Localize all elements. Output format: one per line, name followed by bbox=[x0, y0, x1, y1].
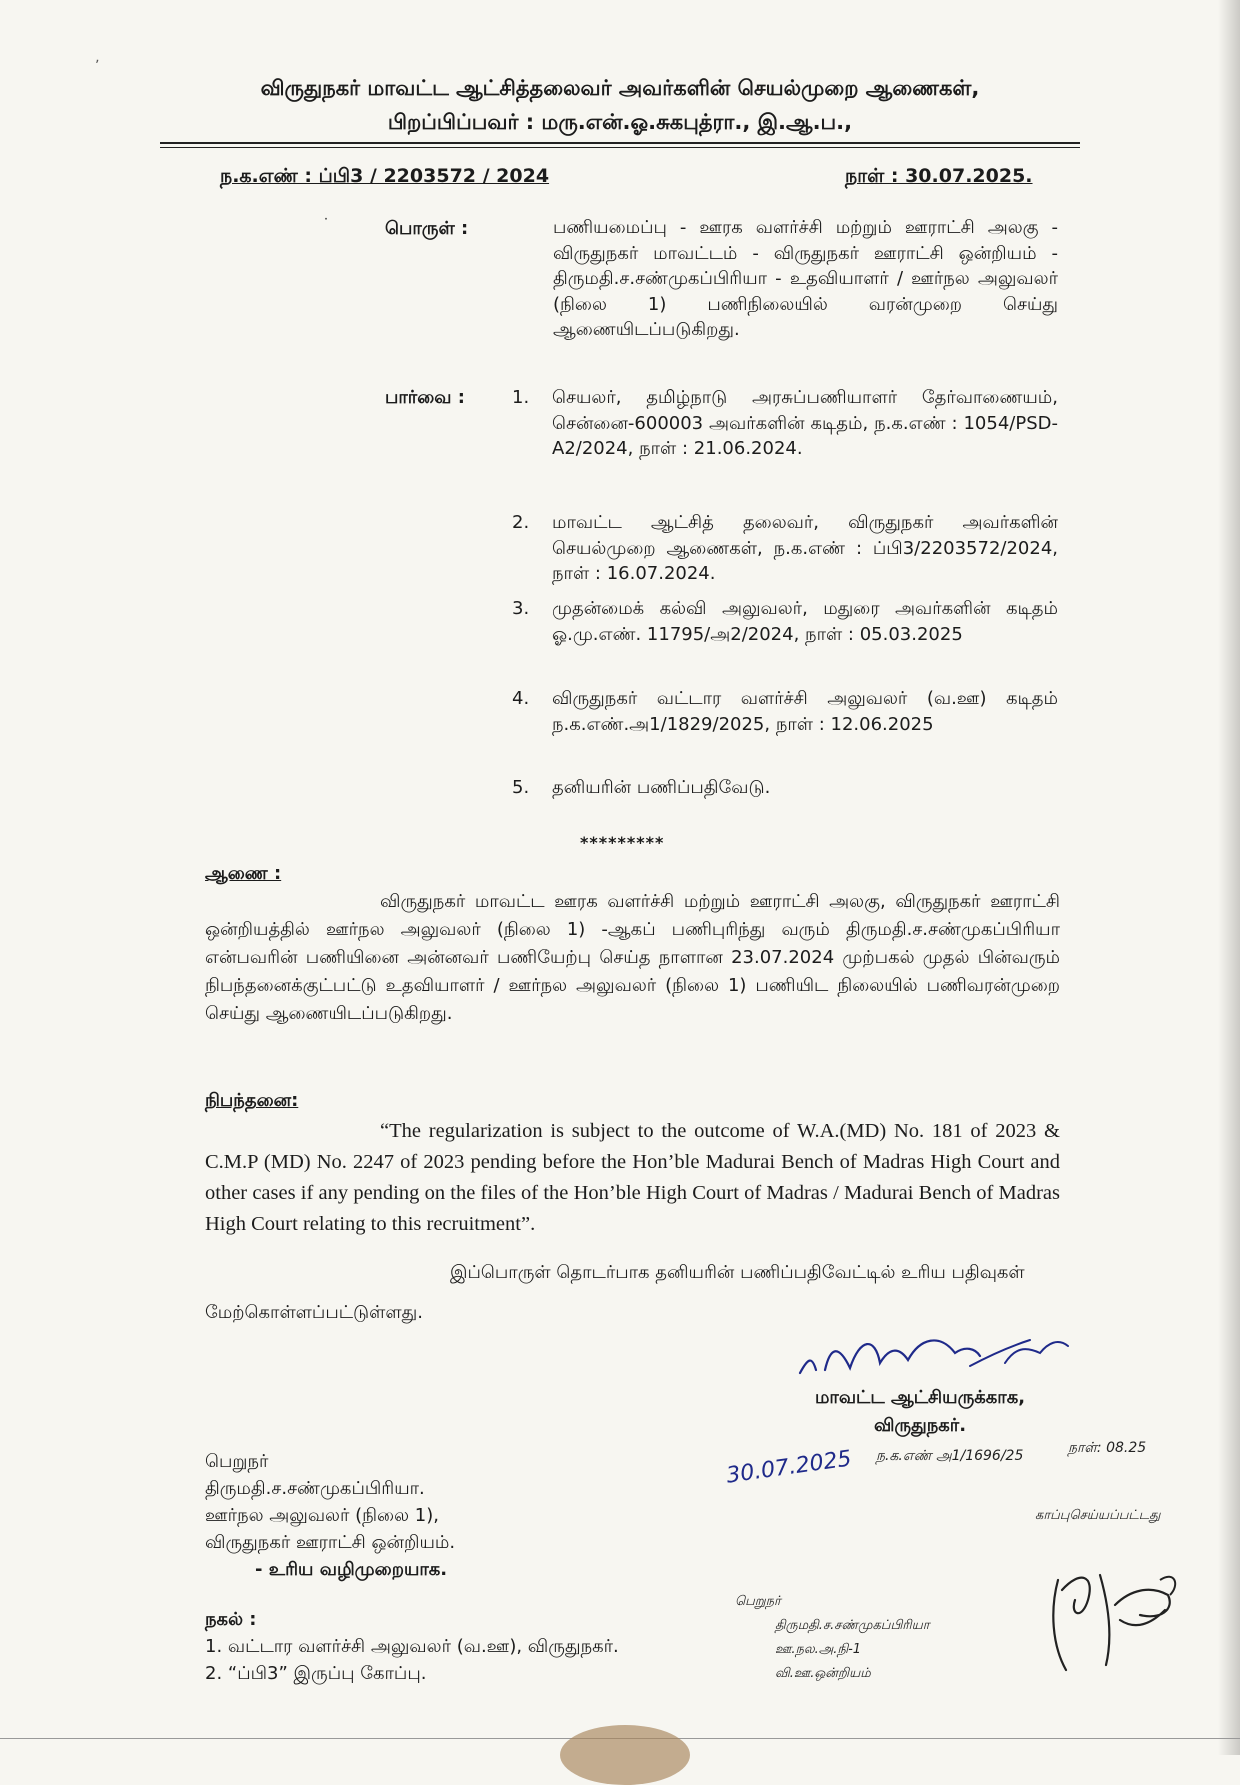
recipient-signature bbox=[1040, 1560, 1185, 1680]
recipient-block bbox=[205, 1448, 455, 1583]
signatory-block bbox=[790, 1384, 1050, 1440]
recipient-name: திருமதி.ச.சண்முகப்பிரியா. bbox=[205, 1478, 425, 1499]
reference-text-2: மாவட்ட ஆட்சித் தலைவர், விருதுநகர் அவர்களின் செயல்முறை ஆணைகள், ந.க.எண் : ப்பி3/2203572/2024, நாள் : 16.07.2024. bbox=[552, 512, 1058, 584]
order-text: விருதுநகர் மாவட்ட ஊரக வளர்ச்சி மற்றும் ஊராட்சி அலகு, விருதுநகர் ஊராட்சி ஒன்றியத்தில் ஊர்நல அலுவலர் (நிலை 1) -ஆகப் பணிபுரிந்து வரும் திருமதி.ச.சண்முகப்பிரியா என்பவரின் பணியினை அன்னவர் பணியேற்பு செய்த நாளான 23.07.2024 முற்பகல் முதல் பின்வரும் நிபந்தனைக்குட்பட்டு உதவியாளர் / ஊர்நல அலுவலர் (நிலை 1) பணியிட நிலையில் பணிவரன்முறை செய்து ஆணையிடப்படுகிறது. bbox=[205, 891, 1060, 1024]
section-separator: ********* bbox=[580, 833, 665, 852]
recipient-designation: ஊர்நல அலுவலர் (நிலை 1), bbox=[205, 1505, 439, 1526]
copies-label: நகல் : bbox=[205, 1609, 257, 1630]
condition-label: நிபந்தனை: bbox=[205, 1090, 299, 1111]
binding-shadow bbox=[560, 1725, 690, 1785]
reference-item bbox=[512, 686, 1058, 737]
reference-number-3: 3. bbox=[512, 598, 530, 619]
handwritten-status: காப்புசெய்யப்பட்டது bbox=[1035, 1508, 1161, 1523]
handwritten-receipt bbox=[735, 1590, 930, 1686]
order-date: நாள் : 30.07.2025. bbox=[845, 165, 1033, 187]
reference-number-4: 4. bbox=[512, 688, 530, 709]
reference-number: ந.க.எண் : ப்பி3 / 2203572 / 2024 bbox=[220, 165, 550, 187]
receipt-line-2: திருமதி.ச.சண்முகப்பிரியா bbox=[775, 1618, 930, 1633]
reference-text-5: தனியரின் பணிப்பதிவேடு. bbox=[552, 777, 771, 798]
references-label: பார்வை : bbox=[385, 387, 465, 408]
copies-block bbox=[205, 1606, 619, 1687]
reference-item bbox=[512, 510, 1058, 587]
reference-item bbox=[512, 385, 1058, 462]
header-rule bbox=[160, 142, 1080, 144]
handwritten-day: நாள்: 08.25 bbox=[1068, 1440, 1147, 1456]
signatory-line2: விருதுநகர். bbox=[873, 1415, 967, 1436]
handwritten-ref: ந.க.எண் அ1/1696/25 bbox=[876, 1448, 1024, 1464]
record-note-line1: இப்பொருள் தொடர்பாக தனியரின் பணிப்பதிவேட்டில் உரிய பதிவுகள் bbox=[450, 1262, 1025, 1283]
header-issuer: பிறப்பிப்பவர் : மரு.என்.ஓ.சுகபுத்ரா., இ.ஆ.ப., bbox=[387, 110, 853, 134]
copy-item-1: 1. வட்டார வளர்ச்சி அலுவலர் (வ.ஊ), விருதுநகர். bbox=[205, 1636, 619, 1657]
copy-item-2: 2. “ப்பி3” இருப்பு கோப்பு. bbox=[205, 1663, 427, 1684]
receipt-line-3: ஊ.நல.அ.நி-1 bbox=[775, 1642, 862, 1657]
reference-text-3: முதன்மைக் கல்வி அலுவலர், மதுரை அவர்களின் கடிதம் ஓ.மு.எண். 11795/அ2/2024, நாள் : 05.03.2025 bbox=[552, 598, 1058, 645]
officer-signature bbox=[790, 1318, 1080, 1388]
reference-number-1: 1. bbox=[512, 387, 530, 408]
reference-number-2: 2. bbox=[512, 512, 530, 533]
corner-mark: ʼ bbox=[95, 58, 100, 74]
recipient-via: - உரிய வழிமுறையாக. bbox=[255, 1559, 448, 1580]
reference-item bbox=[512, 775, 1058, 801]
recipient-office: விருதுநகர் ஊராட்சி ஒன்றியம். bbox=[205, 1532, 456, 1553]
receipt-line-4: வி.ஊ.ஒன்றியம் bbox=[775, 1666, 871, 1681]
reference-text-4: விருதுநகர் வட்டார வளர்ச்சி அலுவலர் (வ.ஊ) கடிதம் ந.க.எண்.அ1/1829/2025, நாள் : 12.06.2025 bbox=[552, 688, 1058, 735]
header-title: விருதுநகர் மாவட்ட ஆட்சித்தலைவர் அவர்களின் செயல்முறை ஆணைகள், bbox=[260, 76, 980, 100]
page-edge-shadow bbox=[1218, 0, 1240, 1755]
margin-mark: ˙ bbox=[322, 215, 330, 234]
receipt-line-1: பெறுநர் bbox=[735, 1594, 781, 1609]
subject-label: பொருள் : bbox=[385, 218, 469, 239]
signatory-line1: மாவட்ட ஆட்சியருக்காக, bbox=[814, 1387, 1026, 1408]
recipient-label: பெறுநர் bbox=[205, 1451, 269, 1472]
header-rule-thin bbox=[160, 147, 1080, 148]
condition-text: “The regularization is subject to the outcome of W.A.(MD) No. 181 of 2023 & C.M.P (MD) No. 2247 of 2023 pending before the Hon’ble Madurai Bench of Madras High Court and other cases if any pending on the files of the Hon’ble High Court of Madras / Madurai Bench of Madras High Court relating to this recruitment”. bbox=[205, 1120, 1060, 1235]
reference-text-1: செயலர், தமிழ்நாடு அரசுப்பணியாளர் தேர்வாணையம், சென்னை-600003 அவர்களின் கடிதம், ந.க.எண் : 1054/PSD-A2/2024, நாள் : 21.06.2024. bbox=[552, 387, 1058, 459]
subject-text: பணியமைப்பு - ஊரக வளர்ச்சி மற்றும் ஊராட்சி அலகு - விருதுநகர் மாவட்டம் - விருதுநகர் ஊராட்சி ஒன்றியம் - திருமதி.ச.சண்முகப்பிரியா - உதவியாளர் / ஊர்நல அலுவலர் (நிலை 1) பணிநிலையில் வரன்முறை செய்து ஆணையிடப்படுகிறது. bbox=[553, 217, 1058, 340]
record-note-line2: மேற்கொள்ளப்பட்டுள்ளது. bbox=[205, 1302, 423, 1323]
handwritten-date: 30.07.2025 bbox=[724, 1446, 854, 1489]
reference-item bbox=[512, 596, 1058, 647]
reference-number-5: 5. bbox=[512, 777, 530, 798]
order-label: ஆணை : bbox=[205, 863, 282, 884]
